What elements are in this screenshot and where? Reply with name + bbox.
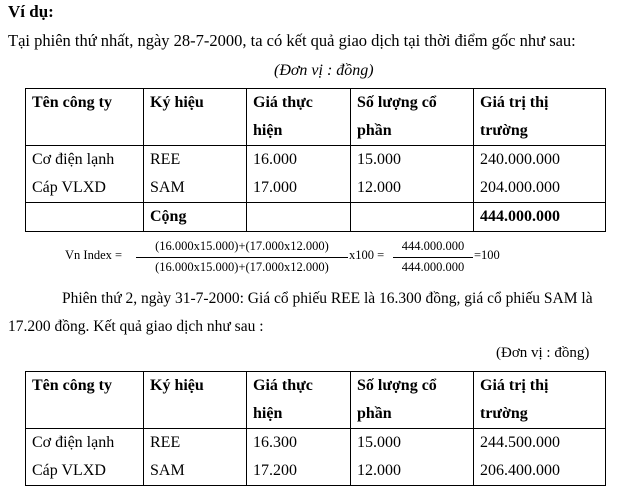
table-header-row (26, 372, 606, 429)
symbol-cell: REE SAM (144, 146, 247, 203)
total-label: Cộng (144, 203, 247, 232)
header-market-value: Giá trị thị trường (474, 89, 606, 146)
fraction-bar-1 (136, 257, 348, 258)
formula-multiplier: x100 = (349, 248, 385, 262)
total-value: 444.000.000 (474, 203, 606, 232)
quantity-cell: 15.000 12.000 (351, 146, 474, 203)
company-cell: Cơ điện lạnh Cáp VLXD (26, 146, 144, 203)
header-symbol: Ký hiệu (144, 89, 247, 146)
formula-numerator-1: (16.000x15.000)+(17.000x12.000) (155, 239, 329, 253)
fraction-bar-2 (393, 257, 473, 258)
stock-table-2 (25, 371, 606, 486)
header-quantity: Số lượng cổ phần (351, 89, 474, 146)
header-price: Giá thực hiện (247, 372, 351, 429)
formula-result: =100 (474, 248, 500, 262)
formula-denominator-1: (16.000x15.000)+(17.000x12.000) (155, 260, 329, 274)
header-price: Giá thực hiện (247, 89, 351, 146)
table-row (26, 146, 606, 203)
paragraph-2-line-2: 17.200 đồng. Kết quả giao dịch như sau : (8, 318, 264, 335)
header-company: Tên công ty (26, 89, 144, 146)
paragraph-2-line-1: Phiên thứ 2, ngày 31-7-2000: Giá cổ phiếu REE là 16.300 đồng, giá cổ phiếu SAM là (62, 290, 593, 307)
company-cell: Cơ điện lạnh Cáp VLXD (26, 429, 144, 486)
unit-note-1: (Đơn vị : đồng) (274, 62, 374, 79)
total-row (26, 203, 606, 232)
header-market-value: Giá trị thị trường (474, 372, 606, 429)
price-cell: 16.300 17.200 (247, 429, 351, 486)
header-company: Tên công ty (26, 372, 144, 429)
unit-note-2: (Đơn vị : đồng) (496, 345, 590, 361)
formula-lhs: Vn Index = (65, 248, 123, 262)
formula-numerator-2: 444.000.000 (401, 239, 465, 253)
table-row (26, 429, 606, 486)
stock-table-1 (25, 88, 606, 232)
header-quantity: Số lượng cổ phần (351, 372, 474, 429)
intro-paragraph: Tại phiên thứ nhất, ngày 28-7-2000, ta có kết quả giao dịch tại thời điểm gốc như sau: (8, 31, 576, 50)
formula-denominator-2: 444.000.000 (401, 260, 465, 274)
market-value-cell: 240.000.000 204.000.000 (474, 146, 606, 203)
market-value-cell: 244.500.000 206.400.000 (474, 429, 606, 486)
symbol-cell: REE SAM (144, 429, 247, 486)
price-cell: 16.000 17.000 (247, 146, 351, 203)
header-symbol: Ký hiệu (144, 372, 247, 429)
table-header-row (26, 89, 606, 146)
example-heading: Ví dụ: (8, 2, 54, 21)
quantity-cell: 15.000 12.000 (351, 429, 474, 486)
